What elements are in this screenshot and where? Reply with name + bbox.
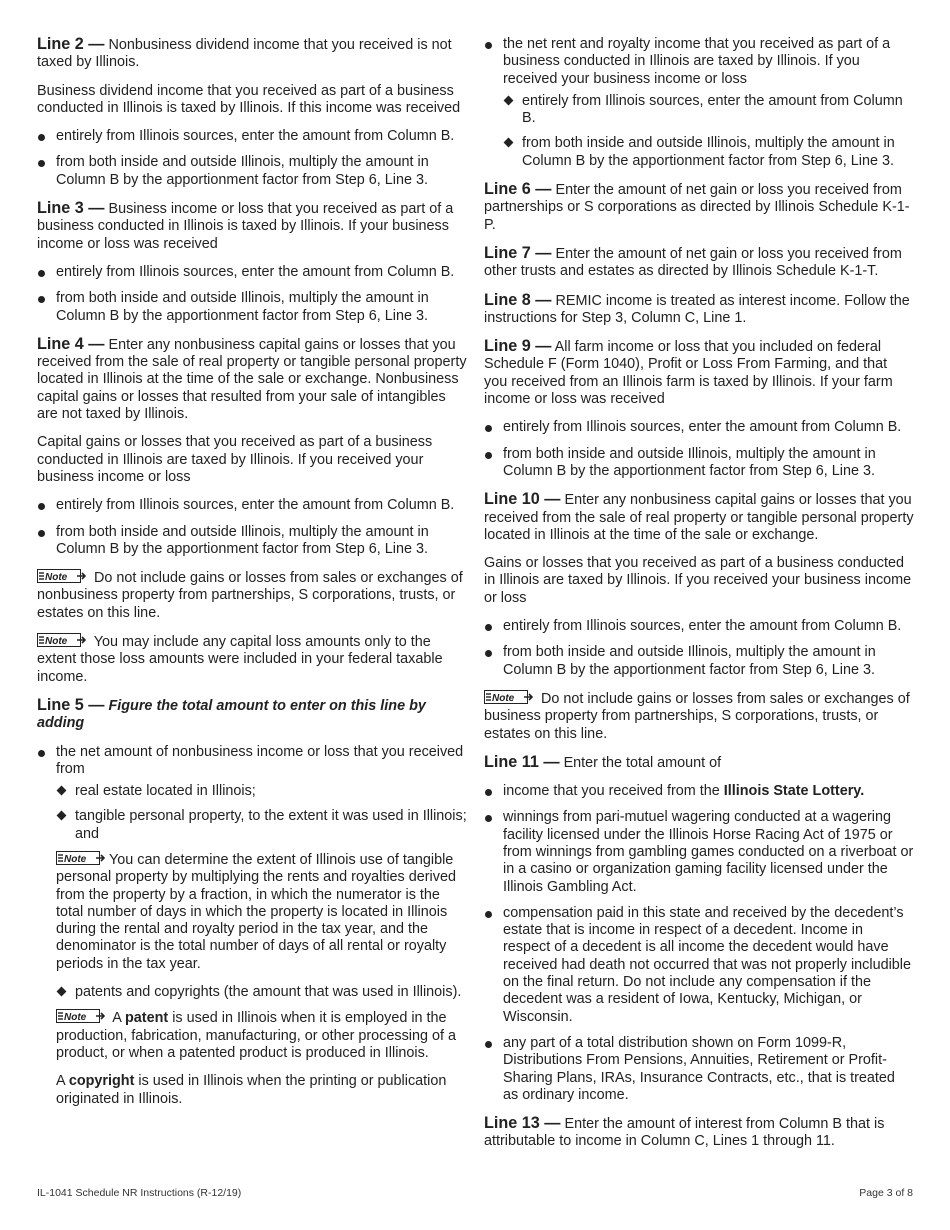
- line-4-business-paragraph: Capital gains or losses that you received as part of a business conducted in Illinois are taxed by Illinois. If you received your business income or loss: [37, 434, 433, 485]
- note-icon: [56, 851, 106, 866]
- line-13-heading: Line 13 —: [484, 1114, 561, 1133]
- note-icon: [37, 569, 87, 584]
- line-4-note-2: [37, 633, 467, 686]
- line-11-bullets: [484, 783, 914, 1104]
- list-item: entirely from Illinois sources, enter the amount from Column B.: [503, 93, 914, 128]
- text: income that you received from the: [503, 783, 724, 800]
- line-11-paragraph: [484, 754, 914, 772]
- svg-text:Note: Note: [492, 692, 515, 704]
- line-6-text: Enter the amount of net gain or loss you received from partnerships or S corporations as directed by Illinois Schedule K-1-P.: [484, 182, 910, 233]
- line-8-heading: Line 8 —: [484, 290, 552, 309]
- note-text: A: [109, 1010, 126, 1027]
- line-9-heading: Line 9 —: [484, 337, 552, 356]
- line-4-heading: Line 4 —: [37, 334, 105, 353]
- line-4-paragraph: [37, 336, 467, 423]
- note-text: You can determine the extent of Illinois use of tangible personal property by multiplying the rents and royalties derived from the property by a fraction, in which the numerator is the total number of days in which the property is located in Illinois during the rental and royalty period in the tax year, and the denominator is the total number of days of all rental or royalty periods in the tax year.: [56, 851, 456, 972]
- line-10-paragraph: [484, 491, 914, 544]
- list-item: patents and copyrights (the amount that was used in Illinois).: [56, 984, 467, 1001]
- text: is used in Illinois when the printing or publication originated in Illinois.: [56, 1073, 447, 1107]
- note-text: Do not include gains or losses from sales or exchanges of nonbusiness property from partnerships, S corporations, trusts, or estates on this line.: [37, 570, 463, 621]
- line-8-paragraph: [484, 292, 914, 328]
- list-item-text: the net amount of nonbusiness income or loss that you received from: [56, 743, 464, 777]
- line-3-heading: Line 3 —: [37, 199, 105, 218]
- list-item: entirely from Illinois sources, enter the amount from Column B.: [37, 128, 467, 145]
- line-5-note-1: [56, 851, 467, 973]
- list-item: from both inside and outside Illinois, multiply the amount in Column B by the apportionment factor from Step 6, Line 3.: [503, 135, 914, 170]
- line-10-note: [484, 690, 914, 743]
- line-7-text: Enter the amount of net gain or loss you received from other trusts and estates as directed by Illinois Schedule K-1-T.: [484, 245, 902, 280]
- list-item-text: the net rent and royalty income that you received as part of a business conducted in Illinois are taxed by Illinois. If you received your business income or loss: [503, 36, 891, 87]
- list-item: entirely from Illinois sources, enter the amount from Column B.: [37, 497, 467, 514]
- list-item: [37, 744, 467, 1108]
- line-3-paragraph: [37, 200, 467, 253]
- line-6-paragraph: [484, 181, 914, 234]
- note-icon: [484, 690, 534, 705]
- list-item: real estate located in Illinois;: [56, 783, 467, 800]
- line-2-paragraph: [37, 36, 467, 72]
- lottery-term: Illinois State Lottery.: [723, 783, 865, 800]
- line-7-heading: Line 7 —: [484, 243, 552, 262]
- list-item: [484, 783, 914, 800]
- svg-text:Note: Note: [45, 636, 68, 648]
- line-4-bullets: [37, 497, 467, 558]
- line-5-sublist: [56, 783, 467, 843]
- line-5-heading: Line 5 —: [37, 695, 105, 714]
- list-item: from both inside and outside Illinois, multiply the amount in Column B by the apportionment factor from Step 6, Line 3.: [37, 524, 467, 559]
- line-4-text: Enter any nonbusiness capital gains or losses that you received from the sale of real property or tangible personal property located in Illinois at the time of the sale or exchange. Nonbusiness capital gains or losses that resulted from your sale of intangibles are not taxed by Illinois.: [37, 336, 467, 423]
- line-6-heading: Line 6 —: [484, 180, 552, 199]
- list-item: any part of a total distribution shown on Form 1099-R, Distributions From Pensions, Annuities, Retirement or Profit-Sharing Plans, IRAs, Insurance Contracts, etc., that is treated as ordinary income.: [484, 1035, 914, 1104]
- note-icon: [56, 1009, 106, 1024]
- list-item: entirely from Illinois sources, enter the amount from Column B.: [484, 419, 914, 436]
- note-icon: [37, 633, 87, 648]
- list-item: entirely from Illinois sources, enter the amount from Column B.: [484, 618, 914, 635]
- note-text: is used in Illinois when it is employed in the production, fabrication, manufacturing, or other processing of a product, or when a patented product is produced in Illinois.: [56, 1010, 456, 1061]
- line-10-heading: Line 10 —: [484, 490, 561, 509]
- line-9-bullets: [484, 419, 914, 480]
- line-5-bullets: [37, 744, 467, 1108]
- line-10-text: Enter any nonbusiness capital gains or losses that you received from the sale of real property or tangible personal property located in Illinois at the time of the sale or exchange.: [484, 492, 914, 543]
- line-8-text: REMIC income is treated as interest income. Follow the instructions for Step 3, Column C, Line 1.: [484, 292, 910, 326]
- list-item: winnings from pari-mutuel wagering conducted at a wagering facility licensed under the Illinois Horse Racing Act of 1975 or from winnings from gambling games conducted on a riverboat or in a casino or organization gaming facility licensed under the Illinois Gambling Act.: [484, 809, 914, 895]
- line-5-sublist-2: [56, 984, 467, 1001]
- svg-text:Note: Note: [64, 1012, 87, 1024]
- line-9-text: All farm income or loss that you included on federal Schedule F (Form 1040), Profit or Loss From Farming, and that you received from an Illinois farm is taxed by Illinois. If your farm income or loss was received: [484, 339, 893, 408]
- line-2-text: Nonbusiness dividend income that you received is not taxed by Illinois.: [37, 37, 452, 71]
- line-7-paragraph: [484, 245, 914, 281]
- line-2-business-paragraph: Business dividend income that you received as part of a business conducted in Illinois is taxed by Illinois. If this income was received: [37, 82, 461, 116]
- continued-sublist: [503, 93, 914, 170]
- text: A: [56, 1073, 69, 1090]
- right-column: [484, 36, 914, 1162]
- list-item: from both inside and outside Illinois, multiply the amount in Column B by the apportionment factor from Step 6, Line 3.: [37, 154, 467, 189]
- note-text: Do not include gains or losses from sales or exchanges of business property from partnerships, S corporations, trusts, or estates on this line.: [484, 690, 910, 742]
- line-10-business-paragraph: Gains or losses that you received as part of a business conducted in Illinois are taxed by Illinois. If you received your business income or loss: [484, 555, 912, 606]
- footer-page-number: Page 3 of 8: [859, 1187, 913, 1199]
- line-5-continued-bullets: [484, 36, 914, 170]
- line-2-bullets: [37, 128, 467, 189]
- list-item: tangible personal property, to the extent it was used in Illinois; and: [56, 808, 467, 843]
- list-item: [484, 36, 914, 170]
- line-5-paragraph: [37, 697, 467, 733]
- list-item: from both inside and outside Illinois, multiply the amount in Column B by the apportionment factor from Step 6, Line 3.: [37, 290, 467, 325]
- left-column: [37, 36, 467, 1119]
- list-item: from both inside and outside Illinois, multiply the amount in Column B by the apportionment factor from Step 6, Line 3.: [484, 644, 914, 679]
- line-9-paragraph: [484, 338, 914, 408]
- svg-text:Note: Note: [64, 853, 87, 865]
- list-item: entirely from Illinois sources, enter the amount from Column B.: [37, 264, 467, 281]
- line-4-note-1: [37, 569, 467, 622]
- list-item: compensation paid in this state and received by the decedent’s estate that is income in respect of a decedent. Income in respect of a decedent is all income the decedent would have received had death not occurred that was not properly includible on the final return. Do not include any compensation if the decedent was a resident of Iowa, Kentucky, Michigan, or Wisconsin.: [484, 905, 914, 1026]
- line-2-heading: Line 2 —: [37, 35, 105, 53]
- line-13-paragraph: [484, 1115, 914, 1151]
- line-5-text: Figure the total amount to enter on this line by adding: [37, 697, 426, 732]
- line-11-heading: Line 11 —: [484, 752, 560, 771]
- list-item: from both inside and outside Illinois, multiply the amount in Column B by the apportionment factor from Step 6, Line 3.: [484, 446, 914, 481]
- line-13-text: Enter the amount of interest from Column B that is attributable to income in Column C, Lines 1 through 11.: [484, 1116, 885, 1150]
- footer-form-id: IL-1041 Schedule NR Instructions (R-12/19): [37, 1187, 242, 1199]
- line-5-note-2: [56, 1009, 467, 1062]
- copyright-term: copyright: [68, 1073, 135, 1090]
- line-11-text: Enter the total amount of: [559, 754, 722, 771]
- copyright-paragraph: [56, 1073, 467, 1108]
- line-3-text: Business income or loss that you received as part of a business conducted in Illinois is taxed by Illinois. If your business income or loss was received: [37, 201, 454, 252]
- svg-text:Note: Note: [45, 572, 68, 584]
- line-10-bullets: [484, 618, 914, 679]
- line-3-bullets: [37, 264, 467, 325]
- note-text: You may include any capital loss amounts only to the extent those loss amounts were included in your federal taxable income.: [37, 634, 443, 685]
- patent-term: patent: [125, 1010, 169, 1027]
